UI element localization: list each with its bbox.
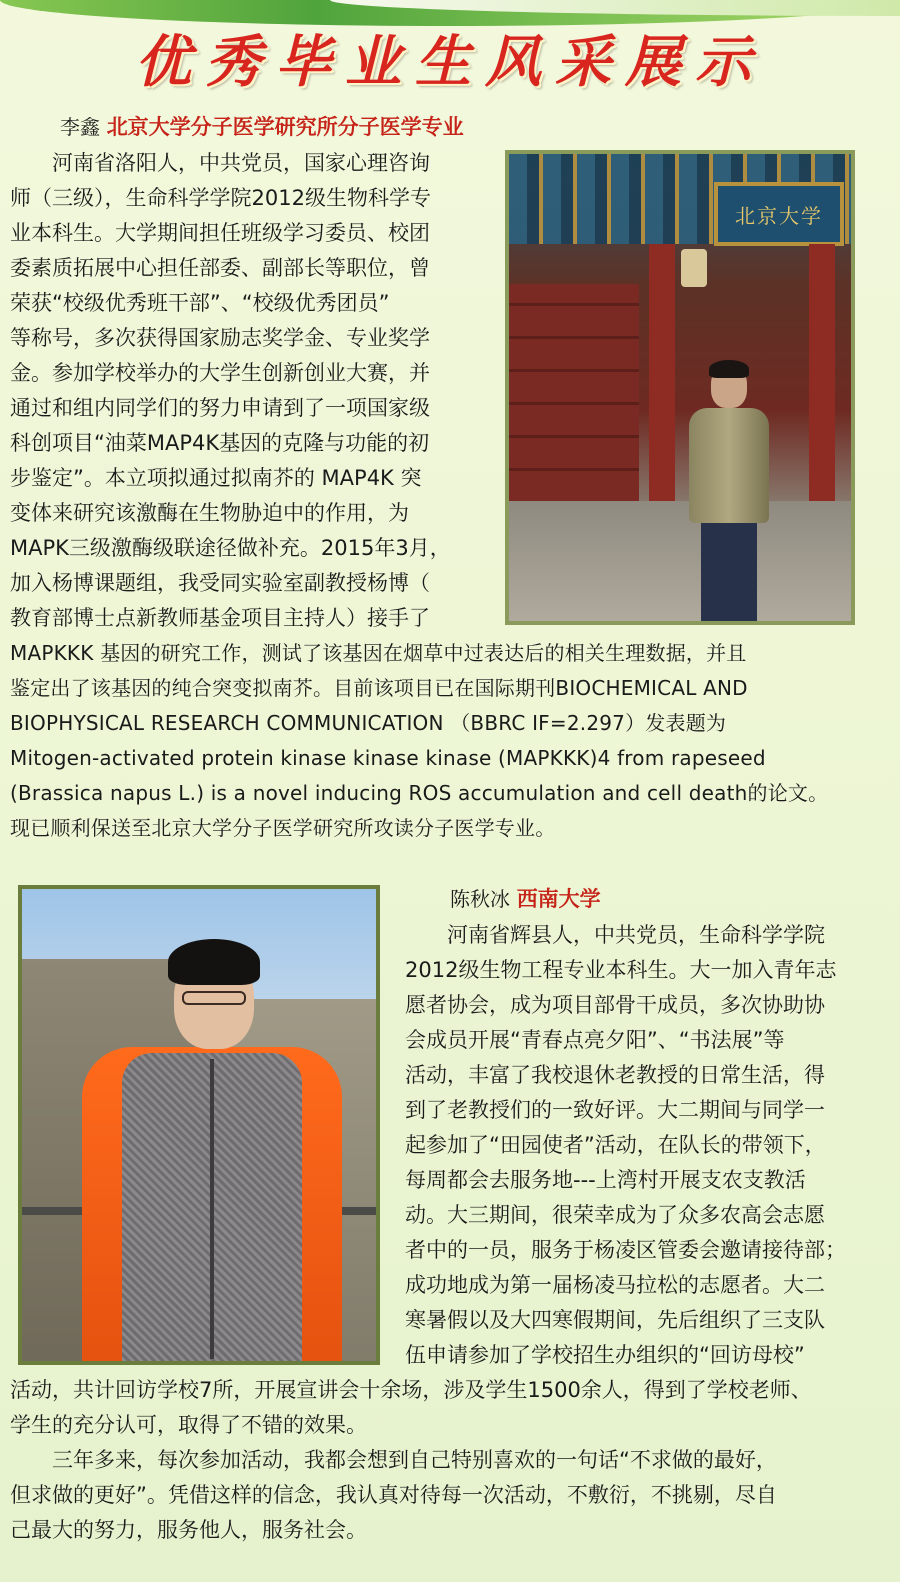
student2-bio-line: 成功地成为第一届杨凌马拉松的志愿者。大二 xyxy=(405,1273,825,1297)
student2-bio-line: 者中的一员，服务于杨凌区管委会邀请接待部； xyxy=(405,1238,846,1262)
ground xyxy=(509,501,851,621)
page-title: 优秀毕业生风采展示 xyxy=(135,29,765,95)
student2-bio-line: 河南省辉县人，中共党员，生命科学学院 xyxy=(447,923,825,947)
student2-bio-line: 会成员开展“青春点亮夕阳”、“书法展”等 xyxy=(405,1028,785,1052)
gate-door xyxy=(509,284,639,534)
student1-bio-line: 鉴定出了该基因的纯合突变拟南芥。目前该项目已在国际期刊BIOCHEMICAL AND xyxy=(10,676,748,700)
student1-bio-line: 等称号，多次获得国家励志奖学金、专业奖学 xyxy=(10,326,430,350)
student2-bio-line: 2012级生物工程专业本科生。大一加入青年志 xyxy=(405,958,837,982)
student2-bio-line: 起参加了“田园使者”活动，在队长的带领下， xyxy=(405,1133,826,1157)
student1-bio-line: BIOPHYSICAL RESEARCH COMMUNICATION （BBRC IF=2.297）发表题为 xyxy=(10,711,727,735)
student1-bio-line: 变体来研究该激酶在生物胁迫中的作用，为 xyxy=(10,501,409,525)
lantern xyxy=(681,249,707,287)
student2-bio-line: 己最大的努力，服务他人，服务社会。 xyxy=(10,1518,367,1542)
student2-bio-line: 每周都会去服务地---上湾村开展支农支教活 xyxy=(405,1168,806,1192)
figure-jacket xyxy=(689,408,769,523)
student2-header xyxy=(450,882,890,917)
student1-bio-line: MAPK三级激酶级联途径做补充。2015年3月， xyxy=(10,536,451,560)
figure-hair xyxy=(709,360,749,378)
student1-header xyxy=(60,110,500,145)
figure-glasses xyxy=(182,991,246,1005)
student1-bio-line: 加入杨博课题组，我受同实验室副教授杨博（ xyxy=(10,571,430,595)
student2-bio-line: 但求做的更好”。凭借这样的信念，我认真对待每一次活动，不敷衍，不挑剔，尽自 xyxy=(10,1483,777,1507)
student2-photo xyxy=(18,885,380,1365)
student2-bio-line: 到了老教授们的一致好评。大二期间与同学一 xyxy=(405,1098,825,1122)
student1-bio-full xyxy=(10,636,895,846)
student2-bio-line: 动。大三期间，很荣幸成为了众多农高会志愿 xyxy=(405,1203,825,1227)
student1-bio-line: 教育部博士点新教师基金项目主持人）接手了 xyxy=(10,606,430,630)
student1-bio-line: 现已顺利保送至北京大学分子医学研究所攻读分子医学专业。 xyxy=(10,816,556,840)
figure-legs xyxy=(701,522,757,622)
student1-bio-line: 金。参加学校举办的大学生创新创业大赛，并 xyxy=(10,361,430,385)
student2-bio-line: 寒暑假以及大四寒假期间，先后组织了三支队 xyxy=(405,1308,825,1332)
student1-bio-line: 科创项目“油菜MAP4K基因的克隆与功能的初 xyxy=(10,431,430,455)
student2-bio-line: 三年多来，每次参加活动，我都会想到自己特别喜欢的一句话“不求做的最好， xyxy=(52,1448,777,1472)
figure-hair xyxy=(168,939,260,985)
student1-bio-line: MAPKKK 基因的研究工作，测试了该基因在烟草中过表达后的相关生理数据，并且 xyxy=(10,641,747,665)
student1-bio-line: 师（三级），生命科学学院2012级生物科学专 xyxy=(10,186,431,210)
student2-bio-line: 伍申请参加了学校招生办组织的“回访母校” xyxy=(405,1343,805,1367)
student1-school: 北京大学分子医学研究所分子医学专业 xyxy=(106,115,464,139)
student1-bio-line: 通过和组内同学们的努力申请到了一项国家级 xyxy=(10,396,430,420)
student1-bio-line: 荣获“校级优秀班干部”、“校级优秀团员” xyxy=(10,291,390,315)
student2-bio-narrow xyxy=(405,918,895,1373)
student2-bio-full xyxy=(10,1373,895,1548)
figure-zipper xyxy=(210,1059,214,1359)
gate-sign: 北京大学 xyxy=(714,182,844,246)
student1-bio-line: (Brassica napus L.) is a novel inducing ROS accumulation and cell death的论文。 xyxy=(10,781,829,805)
student2-figure xyxy=(62,929,362,1365)
student2-bio-line: 活动，共计回访学校7所，开展宣讲会十余场，涉及学生1500余人，得到了学校老师、 xyxy=(10,1378,812,1402)
student1-bio-line: Mitogen-activated protein kinase kinase kinase (MAPKKK)4 from rapeseed xyxy=(10,746,766,770)
student1-photo xyxy=(505,150,855,625)
student2-name: 陈秋冰 xyxy=(450,887,510,911)
student2-bio-line: 愿者协会，成为项目部骨干成员，多次协助协 xyxy=(405,993,825,1017)
student1-bio-line: 委素质拓展中心担任部委、副部长等职位，曾 xyxy=(10,256,430,280)
student1-name: 李鑫 xyxy=(60,115,100,139)
student1-bio-narrow xyxy=(10,146,495,636)
student1-bio-line: 河南省洛阳人，中共党员，国家心理咨询 xyxy=(52,151,430,175)
student2-school: 西南大学 xyxy=(516,887,601,911)
student1-bio-line: 业本科生。大学期间担任班级学习委员、校团 xyxy=(10,221,430,245)
student1-figure xyxy=(689,364,769,624)
student2-bio-line: 学生的充分认可，取得了不错的效果。 xyxy=(10,1413,367,1437)
student2-bio-line: 活动，丰富了我校退休老教授的日常生活，得 xyxy=(405,1063,825,1087)
student1-bio-line: 步鉴定”。本立项拟通过拟南芥的 MAP4K 突 xyxy=(10,466,422,490)
